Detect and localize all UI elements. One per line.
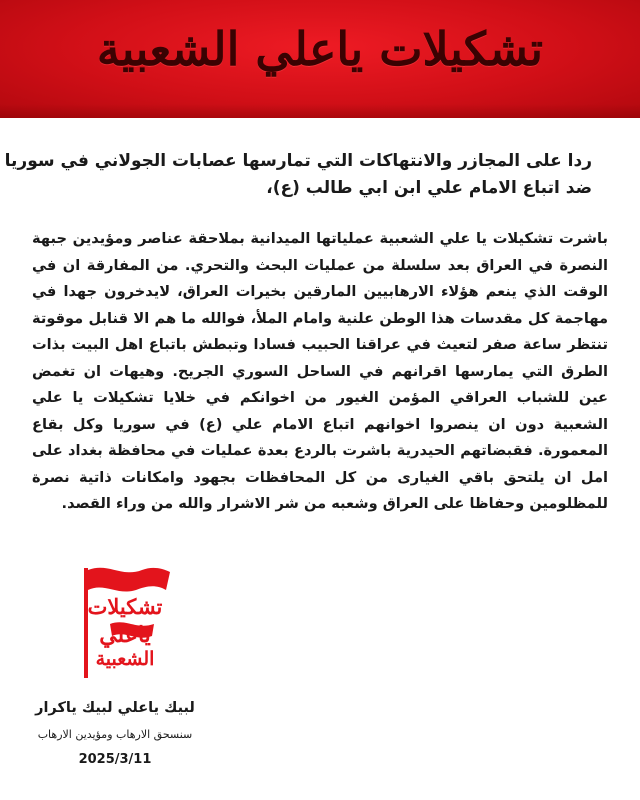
- statement-body: باشرت تشكيلات يا علي الشعبية عملياتها الميدانية بملاحقة عناصر ومؤيدين جبهة النصرة في العراق بعد سلسلة من عمليات البحث والتحري. من المفارقة ان في الوقت الذي ينعم هؤلاء الارهابيين المارقين بخيرات العراق، لايدخرون جهدا في مهاجمة كل مقدسات هذا الوطن علنية وامام الملأ، فوالله ما هم الا قنابل موقوتة تنتظر ساعة صفر لتعيث في عراقنا الحبيب فسادا وتبطش باتباع اهل البيت بذات الطرق التي يمارسها اقرانهم في الساحل السوري الجريح. وهيهات ان تغمض عين للشباب العراقي المؤمن الغيور من اخوانكم في خلايا تشكيلات يا علي الشعبية دون ان ينصروا اخوانهم اتباع الامام علي (ع) في سوريا وكل بقاع المعمورة. فقبضاتهم الحيدرية باشرت بالردع بعدة عمليات في محافظة بغداد على امل ان يلتحق باقي الغيارى من كل المحافظات بجهود وامكانات ذاتية نصرة للمظلومين وحفاظا على العراق وشعبه من شر الاشرار والله من وراء القصد.: [32, 230, 608, 512]
- signature-subtitle: سنسحق الارهاب ومؤيدين الارهاب: [37, 728, 193, 741]
- header-banner: [0, 0, 640, 118]
- organization-logo: [70, 562, 180, 680]
- logo-text-line-3: الشعبية: [95, 648, 155, 670]
- headline: [4, 148, 592, 202]
- headline-line-1: ردا على المجازر والانتهاكات التي تمارسها عصابات الجولاني في سوريا: [4, 151, 592, 171]
- banner-title: تشكيلات ياعلي الشعبية: [96, 22, 544, 76]
- logo-text-line-1: تشكيلات: [87, 594, 163, 619]
- signature-slogan: لبيك ياعلي لبيك ياكرار: [35, 700, 195, 716]
- logo-text-line-2: ياعلي: [99, 622, 151, 648]
- signature-date: 2025/3/11: [78, 752, 152, 767]
- headline-line-2: ضد اتباع الامام علي ابن ابي طالب (ع)،: [266, 178, 592, 198]
